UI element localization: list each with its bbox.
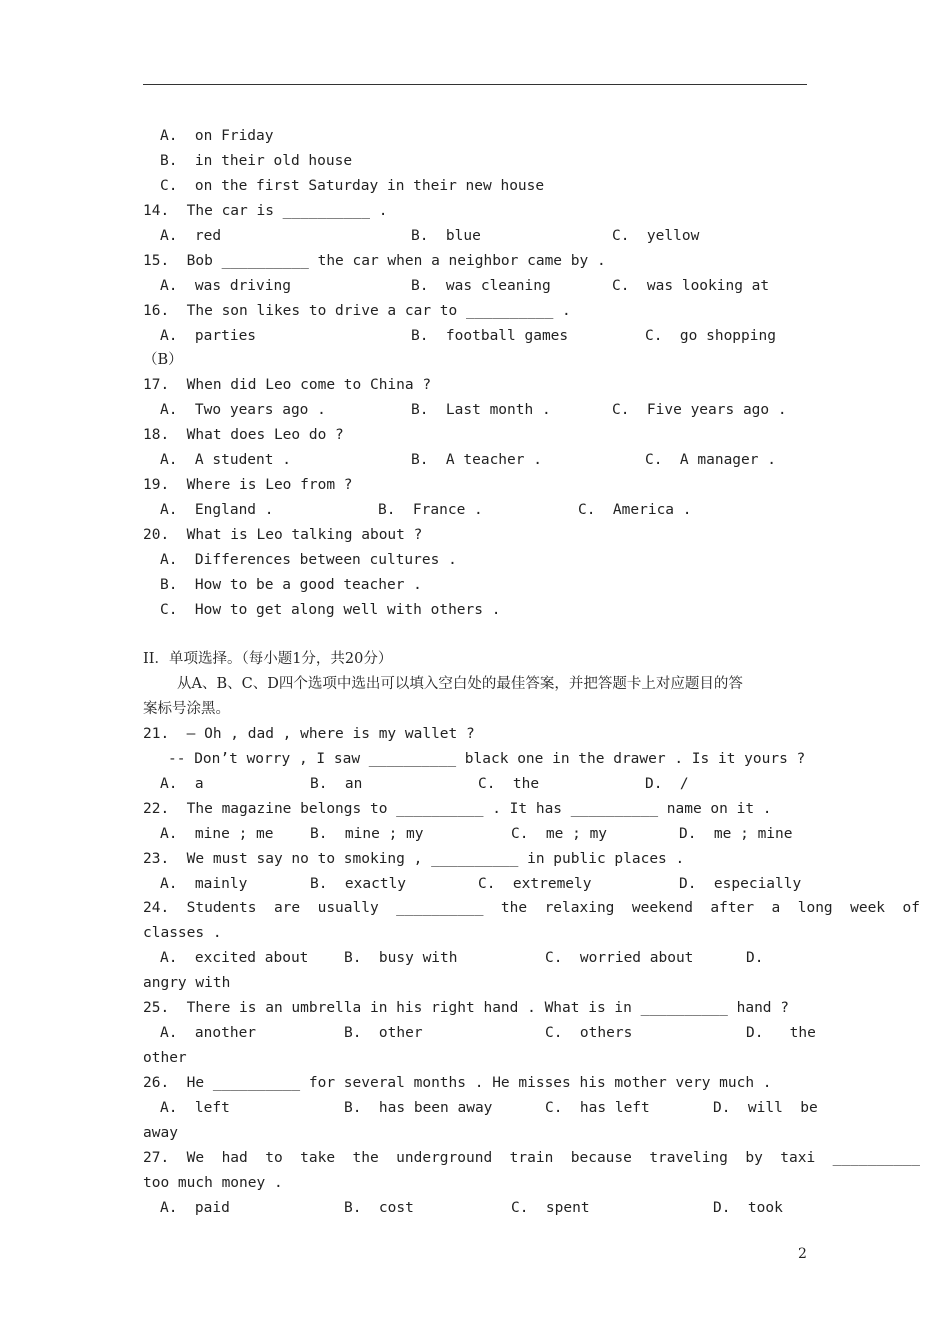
answer-option: B. mine ; my bbox=[310, 826, 424, 842]
question-text: 15. Bob __________ the car when a neighbor came by . bbox=[143, 253, 606, 269]
question-text: 23. We must say no to smoking , __________ in public places . bbox=[143, 851, 685, 867]
answer-option: B. How to be a good teacher . bbox=[160, 577, 422, 593]
question-text: 26. He __________ for several months . He misses his mother very much . bbox=[143, 1075, 772, 1091]
answer-option: D. will be bbox=[713, 1100, 818, 1116]
question-text: 22. The magazine belongs to __________ . It has __________ name on it . bbox=[143, 801, 772, 817]
answer-option: D. took bbox=[713, 1200, 783, 1216]
page-number: 2 bbox=[798, 1246, 807, 1262]
question-text: away bbox=[143, 1125, 178, 1141]
instructions-text-2: 案标号涂黑。 bbox=[143, 701, 230, 717]
question-text: 18. What does Leo do ? bbox=[143, 427, 344, 443]
answer-option: A. mainly bbox=[160, 876, 248, 892]
answer-option: C. go shopping bbox=[645, 328, 776, 344]
answer-option: C. How to get along well with others . bbox=[160, 602, 501, 618]
answer-option: D. the bbox=[746, 1025, 816, 1041]
answer-option: A. mine ; me bbox=[160, 826, 274, 842]
answer-option: A. England . bbox=[160, 502, 274, 518]
answer-option: A. Differences between cultures . bbox=[160, 552, 457, 568]
answer-option: B. football games bbox=[411, 328, 569, 344]
answer-option: A. red bbox=[160, 228, 222, 244]
answer-option: C. extremely bbox=[478, 876, 592, 892]
answer-option: B. busy with bbox=[344, 950, 458, 966]
answer-option: B. has been away bbox=[344, 1100, 493, 1116]
section-header-text: II．单项选择。（每小题1分，共20分） bbox=[143, 651, 393, 667]
answer-option: D. / bbox=[645, 776, 689, 792]
answer-option: A. on Friday bbox=[160, 128, 274, 144]
answer-option: B. France . bbox=[378, 502, 483, 518]
section-header bbox=[0, 647, 393, 672]
answer-option: B. cost bbox=[344, 1200, 414, 1216]
answer-option: A. paid bbox=[160, 1200, 230, 1216]
answer-option: C. America . bbox=[578, 502, 692, 518]
answer-option: C. others bbox=[545, 1025, 633, 1041]
question-text: 20. What is Leo talking about ? bbox=[143, 527, 423, 543]
answer-option: C. on the first Saturday in their new house bbox=[160, 178, 545, 194]
answer-option: D. me ; mine bbox=[679, 826, 793, 842]
question-text: 25. There is an umbrella in his right hand . What is in __________ hand ? bbox=[143, 1000, 790, 1016]
answer-option: C. yellow bbox=[612, 228, 700, 244]
instructions-line bbox=[0, 697, 230, 722]
answer-option: C. Five years ago . bbox=[612, 402, 787, 418]
answer-option: A. parties bbox=[160, 328, 257, 344]
answer-option: C. me ; my bbox=[511, 826, 608, 842]
answer-option: C. has left bbox=[545, 1100, 650, 1116]
question-text: classes . bbox=[143, 925, 222, 941]
answer-option: B. blue bbox=[411, 228, 481, 244]
question-text: 17. When did Leo come to China ? bbox=[143, 377, 432, 393]
answer-option: B. was cleaning bbox=[411, 278, 551, 294]
question-text: angry with bbox=[143, 975, 231, 991]
instructions-text-1: 从A、B、C、D四个选项中选出可以填入空白处的最佳答案，并把答题卡上对应题目的答 bbox=[177, 676, 743, 692]
question-text: 21. – Oh , dad , where is my wallet ? bbox=[143, 726, 475, 742]
answer-option: B. Last month . bbox=[411, 402, 551, 418]
header-rule bbox=[143, 84, 807, 85]
question-text: 14. The car is __________ . bbox=[143, 203, 388, 219]
question-text: other bbox=[143, 1050, 187, 1066]
answer-option: B. A teacher . bbox=[411, 452, 542, 468]
answer-option: C. spent bbox=[511, 1200, 590, 1216]
question-text: 19. Where is Leo from ? bbox=[143, 477, 353, 493]
answer-option: C. A manager . bbox=[645, 452, 776, 468]
question-text: 27. We had to take the underground train because traveling by taxi __________ bbox=[143, 1150, 920, 1166]
answer-option: B. an bbox=[310, 776, 363, 792]
answer-option: A. A student . bbox=[160, 452, 291, 468]
answer-option: A. excited about bbox=[160, 950, 309, 966]
answer-option: D. especially bbox=[679, 876, 802, 892]
answer-option: D. bbox=[746, 950, 764, 966]
answer-option: C. worried about bbox=[545, 950, 694, 966]
answer-option: A. left bbox=[160, 1100, 230, 1116]
question-text: -- Don’t worry , I saw __________ black one in the drawer . Is it yours ? bbox=[168, 751, 806, 767]
answer-option: B. in their old house bbox=[160, 153, 353, 169]
answer-option: A. Two years ago . bbox=[160, 402, 326, 418]
question-text: too much money . bbox=[143, 1175, 283, 1191]
answer-option: B. other bbox=[344, 1025, 423, 1041]
question-text: 24. Students are usually __________ the relaxing weekend after a long week of bbox=[143, 900, 920, 916]
answer-option: A. was driving bbox=[160, 278, 291, 294]
instructions-line bbox=[0, 672, 743, 697]
answer-option: A. another bbox=[160, 1025, 257, 1041]
answer-option: B. exactly bbox=[310, 876, 407, 892]
answer-option: C. was looking at bbox=[612, 278, 770, 294]
answer-option: A. a bbox=[160, 776, 204, 792]
question-text: （B） bbox=[143, 352, 183, 368]
question-text: 16. The son likes to drive a car to __________ . bbox=[143, 303, 571, 319]
answer-option: C. the bbox=[478, 776, 540, 792]
